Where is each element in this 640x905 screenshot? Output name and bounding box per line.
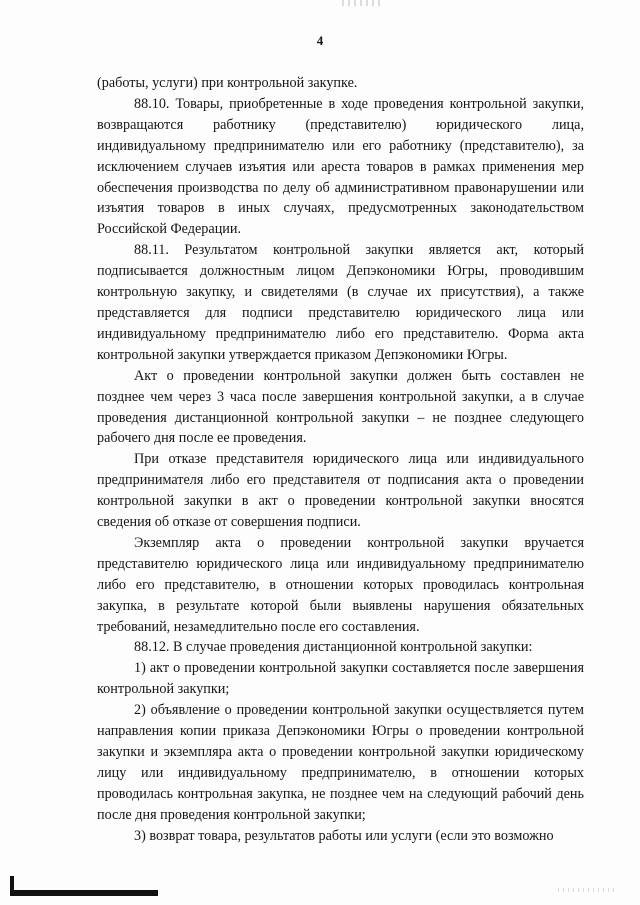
scan-artifact-bottom-right [558, 888, 618, 892]
paragraph-88-12: 88.12. В случае проведения дистанционной контрольной закупки: [134, 639, 533, 656]
paragraph-88-11: 88.11. Результатом контрольной закупки является акт, который подписывается должностным лицом Депэкономики Югры, проводившим контрольную закупку, и свидетелями (в случае их присутствия), а также представляется для подписи представителю юридического лица или индивидуальному предпринимателю либо его представителю. Форма акта контрольной закупки утверждается приказом Депэкономики Югры. [97, 242, 584, 363]
scan-artifact-top [342, 0, 382, 6]
paragraph-act-copy-handover: Экземпляр акта о проведении контрольной закупки вручается представителю юридического лица или индивидуальному предпринимателю либо его представителю, в отношении которых проводилась контрольная закупка, в результате которой были выявлены нарушения обязательных требований, незамедлительно после его составления. [97, 534, 584, 635]
page-number: 4 [316, 33, 324, 48]
list-item-1: 1) акт о проведении контрольной закупки составляется после завершения контрольной закупки; [97, 660, 584, 698]
list-item-2: 2) объявление о проведении контрольной закупки осуществляется путем направления копии приказа Депэкономики Югры о проведении контрольной закупки и экземпляра акта о проведении контрольной закупки юридическому лицу или индивидуальному предпринимателю, в отношении которых проводилась контрольная закупка, не позднее чем на следующий рабочий день после дня проведения контрольной закупки; [97, 702, 584, 823]
paragraph-refusal-to-sign: При отказе представителя юридического лица или индивидуального предпринимателя либо его представителя от подписания акта о проведении контрольной закупки в акт о проведении контрольной закупки вносятся сведения об отказе от совершения подписи. [97, 451, 584, 531]
scan-artifact-bottom-bar [10, 890, 158, 896]
list-item-3: 3) возврат товара, результатов работы или услуги (если это возможно [134, 827, 554, 844]
paragraph-continuation: (работы, услуги) при контрольной закупке. [97, 75, 358, 91]
paragraph-88-10: 88.10. Товары, приобретенные в ходе проведения контрольной закупки, возвращаются работнику (представителю) юридического лица, индивидуальному предпринимателю или его работнику (представителю), за исключением случаев изъятия или ареста товаров в рамках применения мер обеспечения производства по делу об административном правонарушении или изъятия товаров в иных случаях, предусмотренных законодательством Российской Федерации. [97, 95, 584, 238]
paragraph-act-deadline: Акт о проведении контрольной закупки должен быть составлен не позднее чем через 3 часа после завершения контрольной закупки, а в случае проведения дистанционной контрольной закупки – не позднее следующего рабочего дня после ее проведения. [97, 367, 584, 447]
document-body [97, 73, 584, 847]
